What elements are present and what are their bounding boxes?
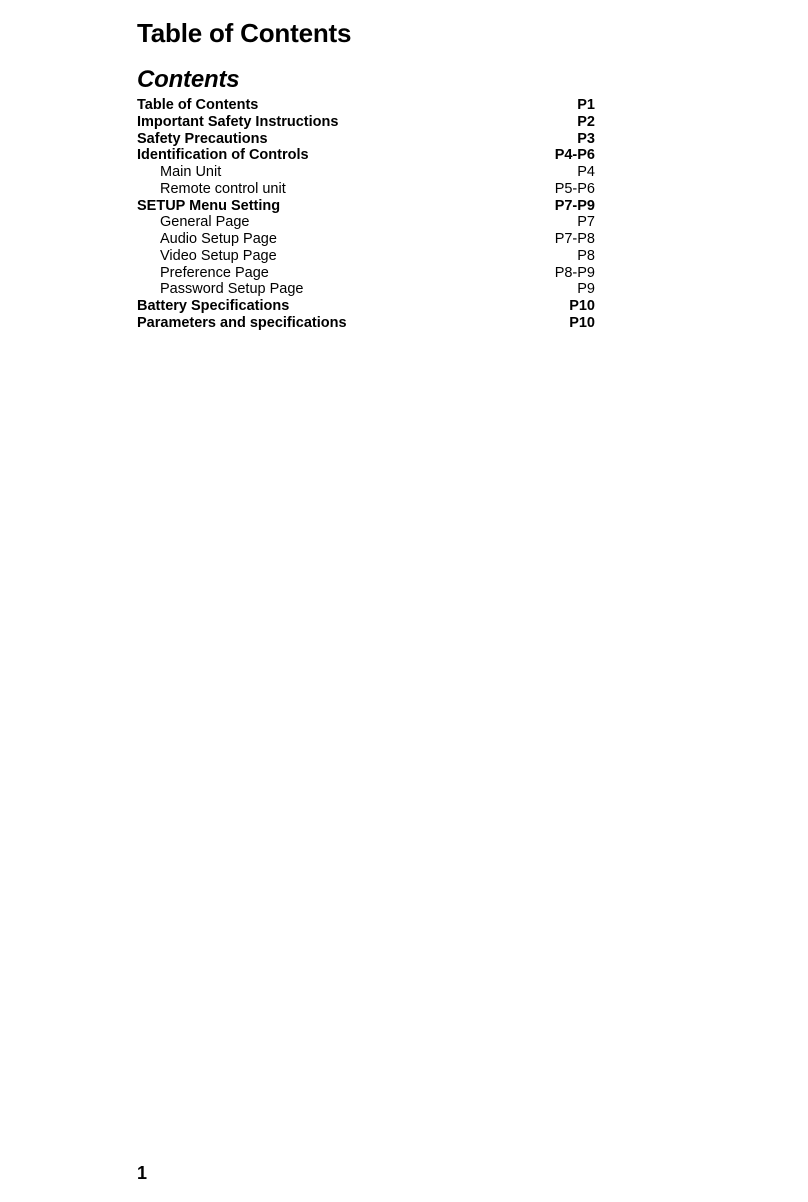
toc-entry-page: P2 [577, 113, 595, 130]
toc-entry-label: Audio Setup Page [160, 231, 277, 247]
toc-entry-page: P7 [577, 214, 595, 231]
toc-entry-label: SETUP Menu Setting [137, 197, 281, 214]
toc-entry[interactable] [137, 114, 595, 131]
toc-entry-page: P8-P9 [554, 264, 595, 281]
toc-entry[interactable] [137, 281, 595, 298]
toc-entry-label: Preference Page [160, 264, 269, 281]
section-heading: Contents [137, 66, 240, 93]
toc-entry[interactable] [137, 214, 595, 231]
toc-entry[interactable] [137, 231, 595, 248]
toc-entry-label: Important Safety Instructions [137, 113, 339, 130]
toc-entry-label: Table of Contents [137, 97, 259, 113]
toc-entry-label: Remote control unit [160, 180, 286, 197]
toc-entry-page: P4-P6 [554, 147, 595, 164]
toc-entry[interactable] [137, 315, 595, 332]
toc-entry[interactable] [137, 181, 595, 198]
toc-entry-label: Battery Specifications [137, 298, 290, 314]
page-title: Table of Contents [137, 18, 352, 48]
toc-entry-page: P10 [569, 298, 595, 314]
toc-entry-label: Identification of Controls [137, 147, 309, 164]
toc-entry[interactable] [137, 131, 595, 148]
toc-list [137, 97, 595, 332]
toc-entry-label: Safety Precautions [137, 130, 268, 147]
toc-entry-label: Main Unit [160, 164, 222, 180]
toc-entry-label: Password Setup Page [160, 281, 304, 298]
toc-entry-page: P10 [569, 314, 595, 331]
toc-entry-label: Video Setup Page [160, 247, 277, 264]
page-number: 1 [137, 1163, 148, 1183]
toc-entry-page: P7-P9 [554, 197, 595, 214]
toc-entry[interactable] [137, 248, 595, 265]
toc-entry[interactable] [137, 198, 595, 215]
toc-entry-page: P8 [577, 247, 595, 264]
toc-entry-page: P4 [577, 164, 595, 180]
toc-entry-label: Parameters and specifications [137, 314, 347, 331]
toc-entry[interactable] [137, 265, 595, 282]
toc-entry[interactable] [137, 147, 595, 164]
toc-entry[interactable] [137, 298, 595, 315]
toc-entry-page: P3 [577, 130, 595, 147]
toc-entry-page: P1 [577, 97, 595, 113]
toc-entry-page: P9 [577, 281, 595, 298]
toc-entry-label: General Page [160, 214, 250, 231]
toc-entry[interactable] [137, 164, 595, 181]
toc-entry-page: P5-P6 [554, 180, 595, 197]
toc-entry[interactable] [137, 97, 595, 114]
toc-entry-page: P7-P8 [554, 231, 595, 247]
